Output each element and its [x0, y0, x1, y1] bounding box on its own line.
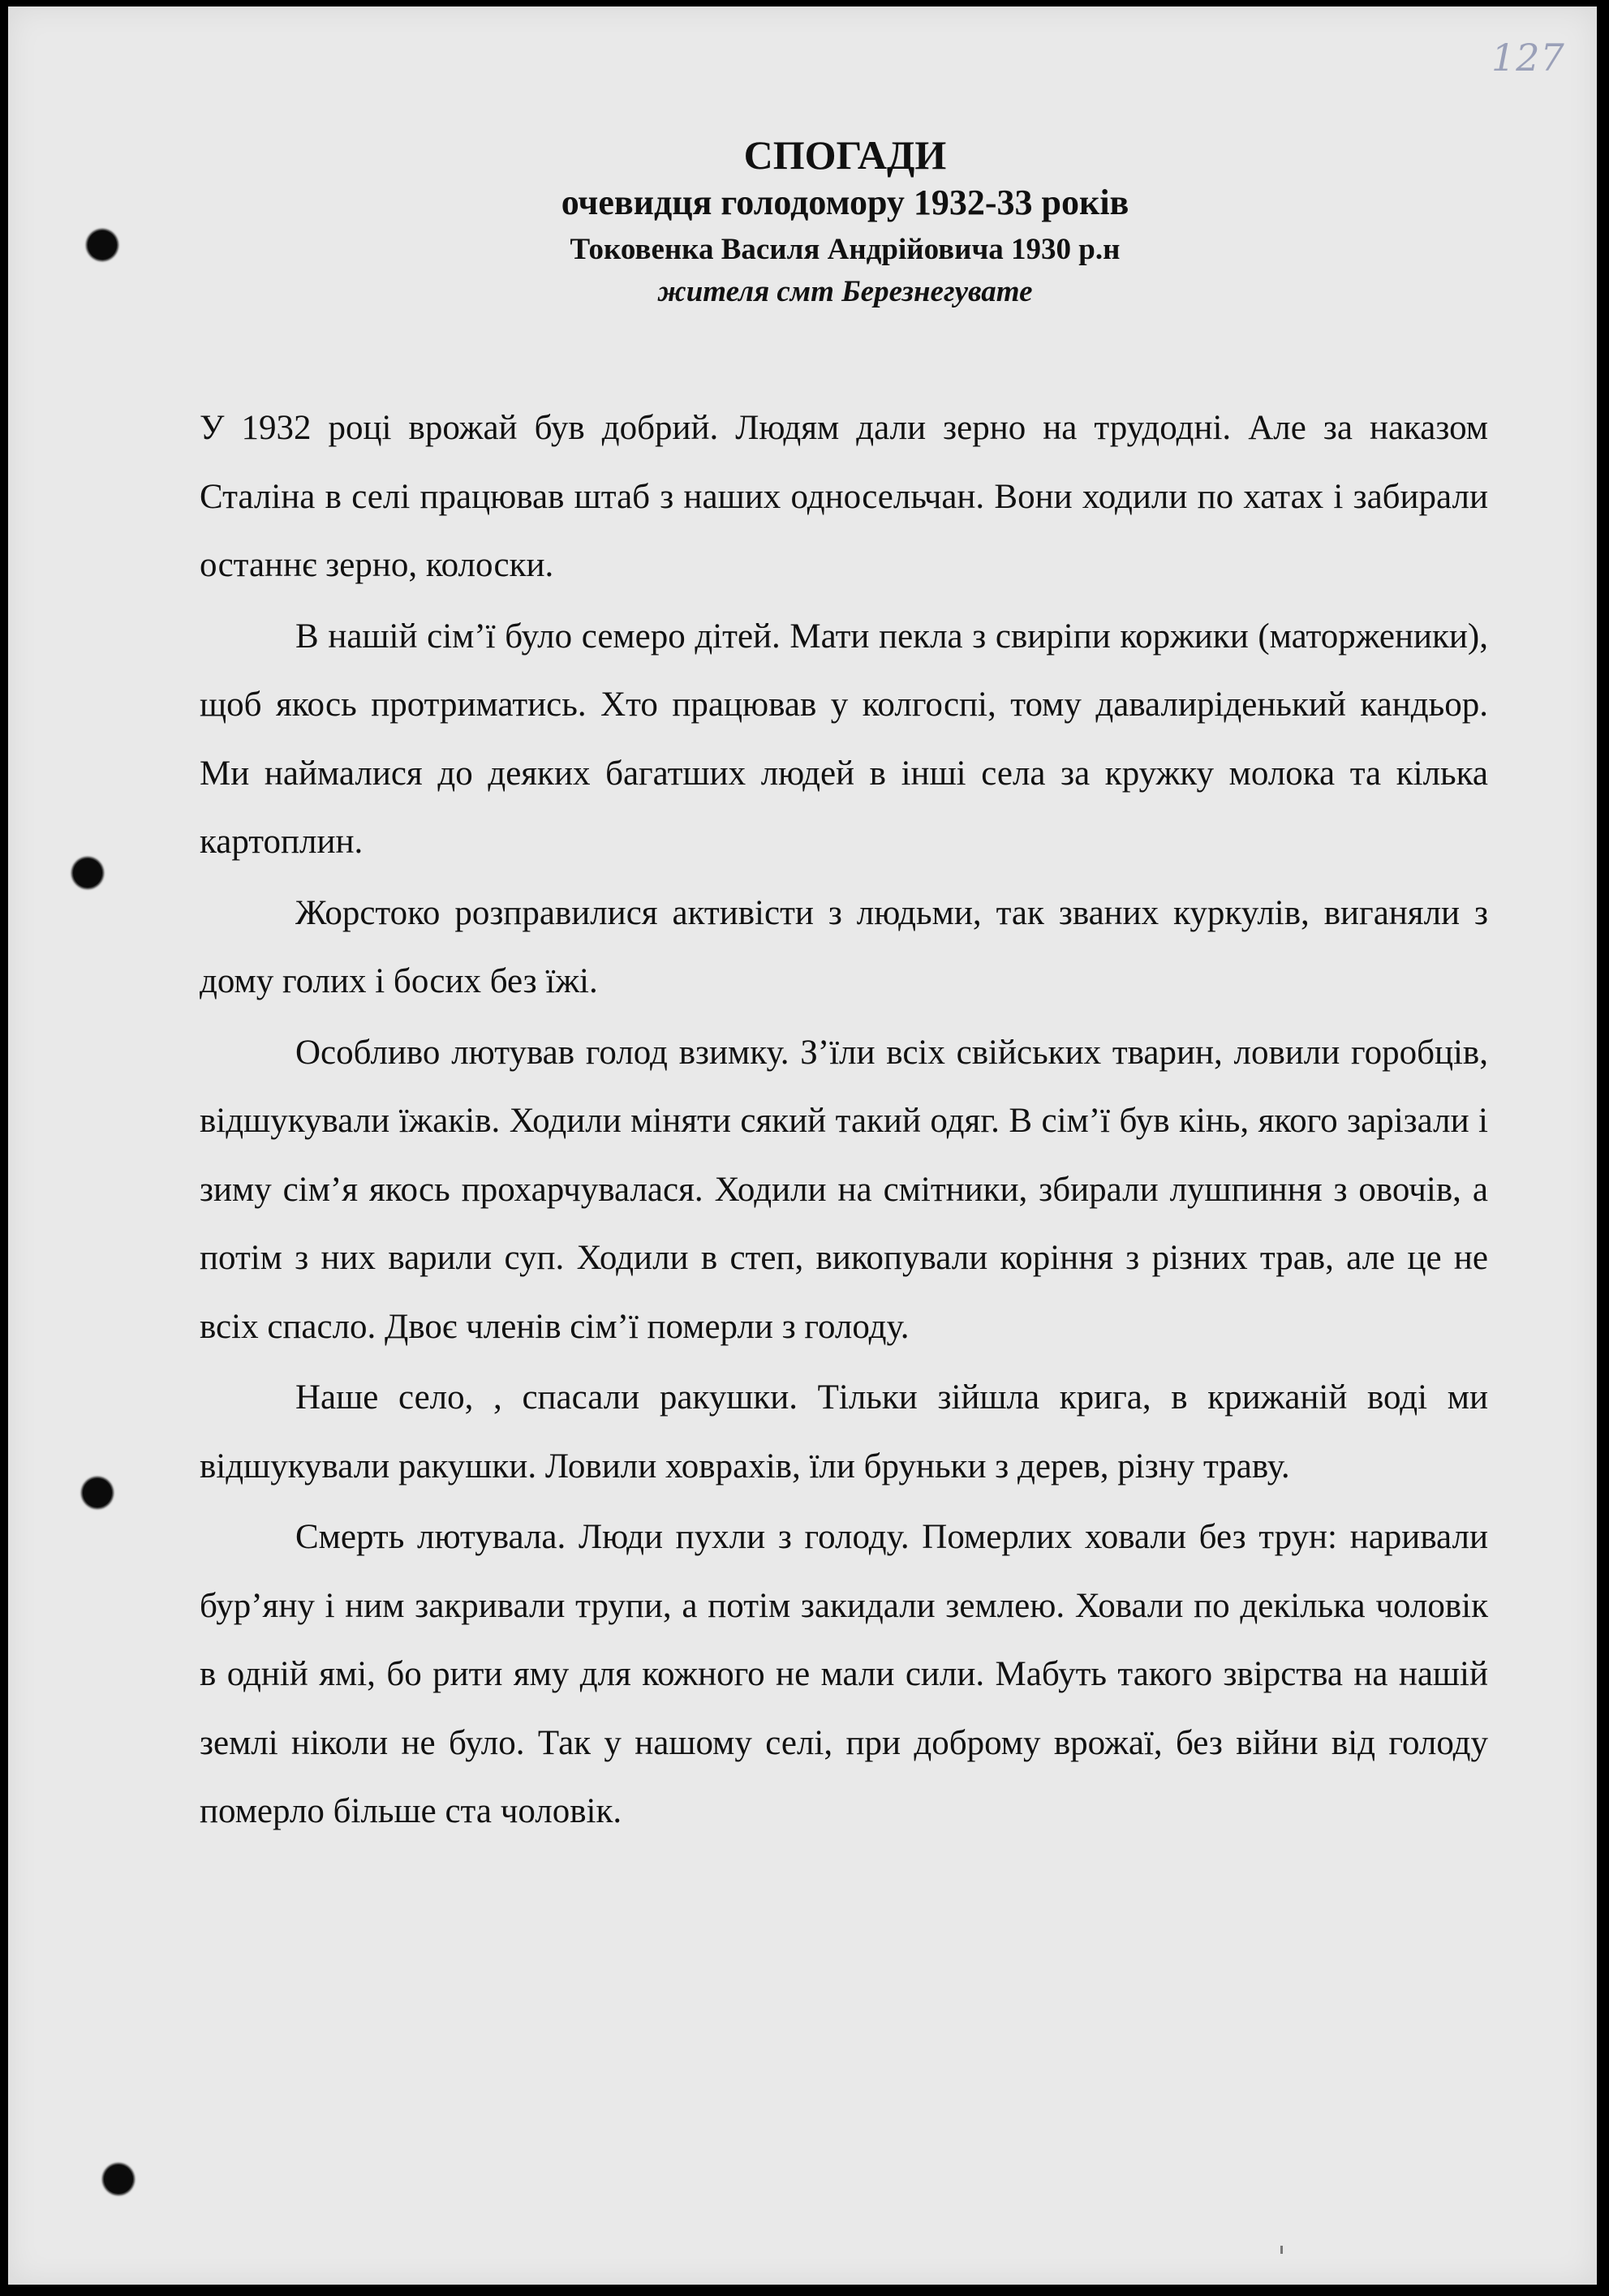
document-page	[8, 6, 1597, 2285]
punch-hole	[104, 2165, 133, 2194]
document-subtitle: очевидця голодомору 1932-33 років	[561, 183, 1129, 222]
document-header	[8, 130, 1609, 313]
witness-residence: жителя смт Березнегувате	[657, 275, 1033, 308]
paper-mark	[1280, 2246, 1283, 2254]
document-title: СПОГАДИ	[743, 132, 947, 178]
witness-name: Токовенка Василя Андрійовича 1930 р.н	[570, 233, 1121, 266]
punch-hole	[83, 1478, 112, 1507]
paragraph: Смерть лютувала. Люди пухли з голоду. Померлих ховали без трун: наривали бур’яну і ним закривали трупи, а потім закидали землею. Ховали по декілька чоловік в одній ямі, бо рити яму для кожного не мали сили. Мабуть такого звірства на нашій землі ніколи не було. Так у нашому селі, при доброму врожаї, без війни від голоду померло більше ста чоловік.	[200, 1518, 1488, 1830]
page-number: 127	[1491, 36, 1565, 80]
paragraph: Наше село, , спасали ракушки. Тільки зійшла крига, в крижаній воді ми відшукували ракушки. Ловили ховрахів, їли бруньки з дерев, різну траву.	[200, 1378, 1488, 1486]
memoir-body	[200, 394, 1488, 1847]
paragraph: У 1932 році врожай був добрий. Людям дали зерно на трудодні. Але за наказом Сталіна в селі працював штаб з наших односельчан. Вони ходили по хатах і забирали останнє зерно, колоски.	[200, 409, 1488, 584]
paragraph: В нашій сім’ї було семеро дітей. Мати пекла з свиріпи коржики (маторженики), щоб якось протриматись. Хто працював у колгоспі, тому давалиріденький кандьор. Ми наймалися до деяких багатших людей в інші села за кружку молока та кілька картоплин.	[200, 617, 1488, 861]
paragraph: Особливо лютував голод взимку. З’їли всіх свійських тварин, ловили горобців, відшукували їжаків. Ходили міняти сякий такий одяг. В сім’ї був кінь, якого зарізали і зиму сім’я якось прохарчувалася. Ходили на смітники, збирали лушпиння з овочів, а потім з них варили суп. Ходили в степ, викопували коріння з різних трав, але це не всіх спасло. Двоє членів сім’ї померли з голоду.	[200, 1033, 1488, 1346]
punch-hole	[73, 858, 102, 888]
paragraph: Жорстоко розправилися активісти з людьми, так званих куркулів, виганяли з дому голих і босих без їжі.	[200, 893, 1488, 1000]
